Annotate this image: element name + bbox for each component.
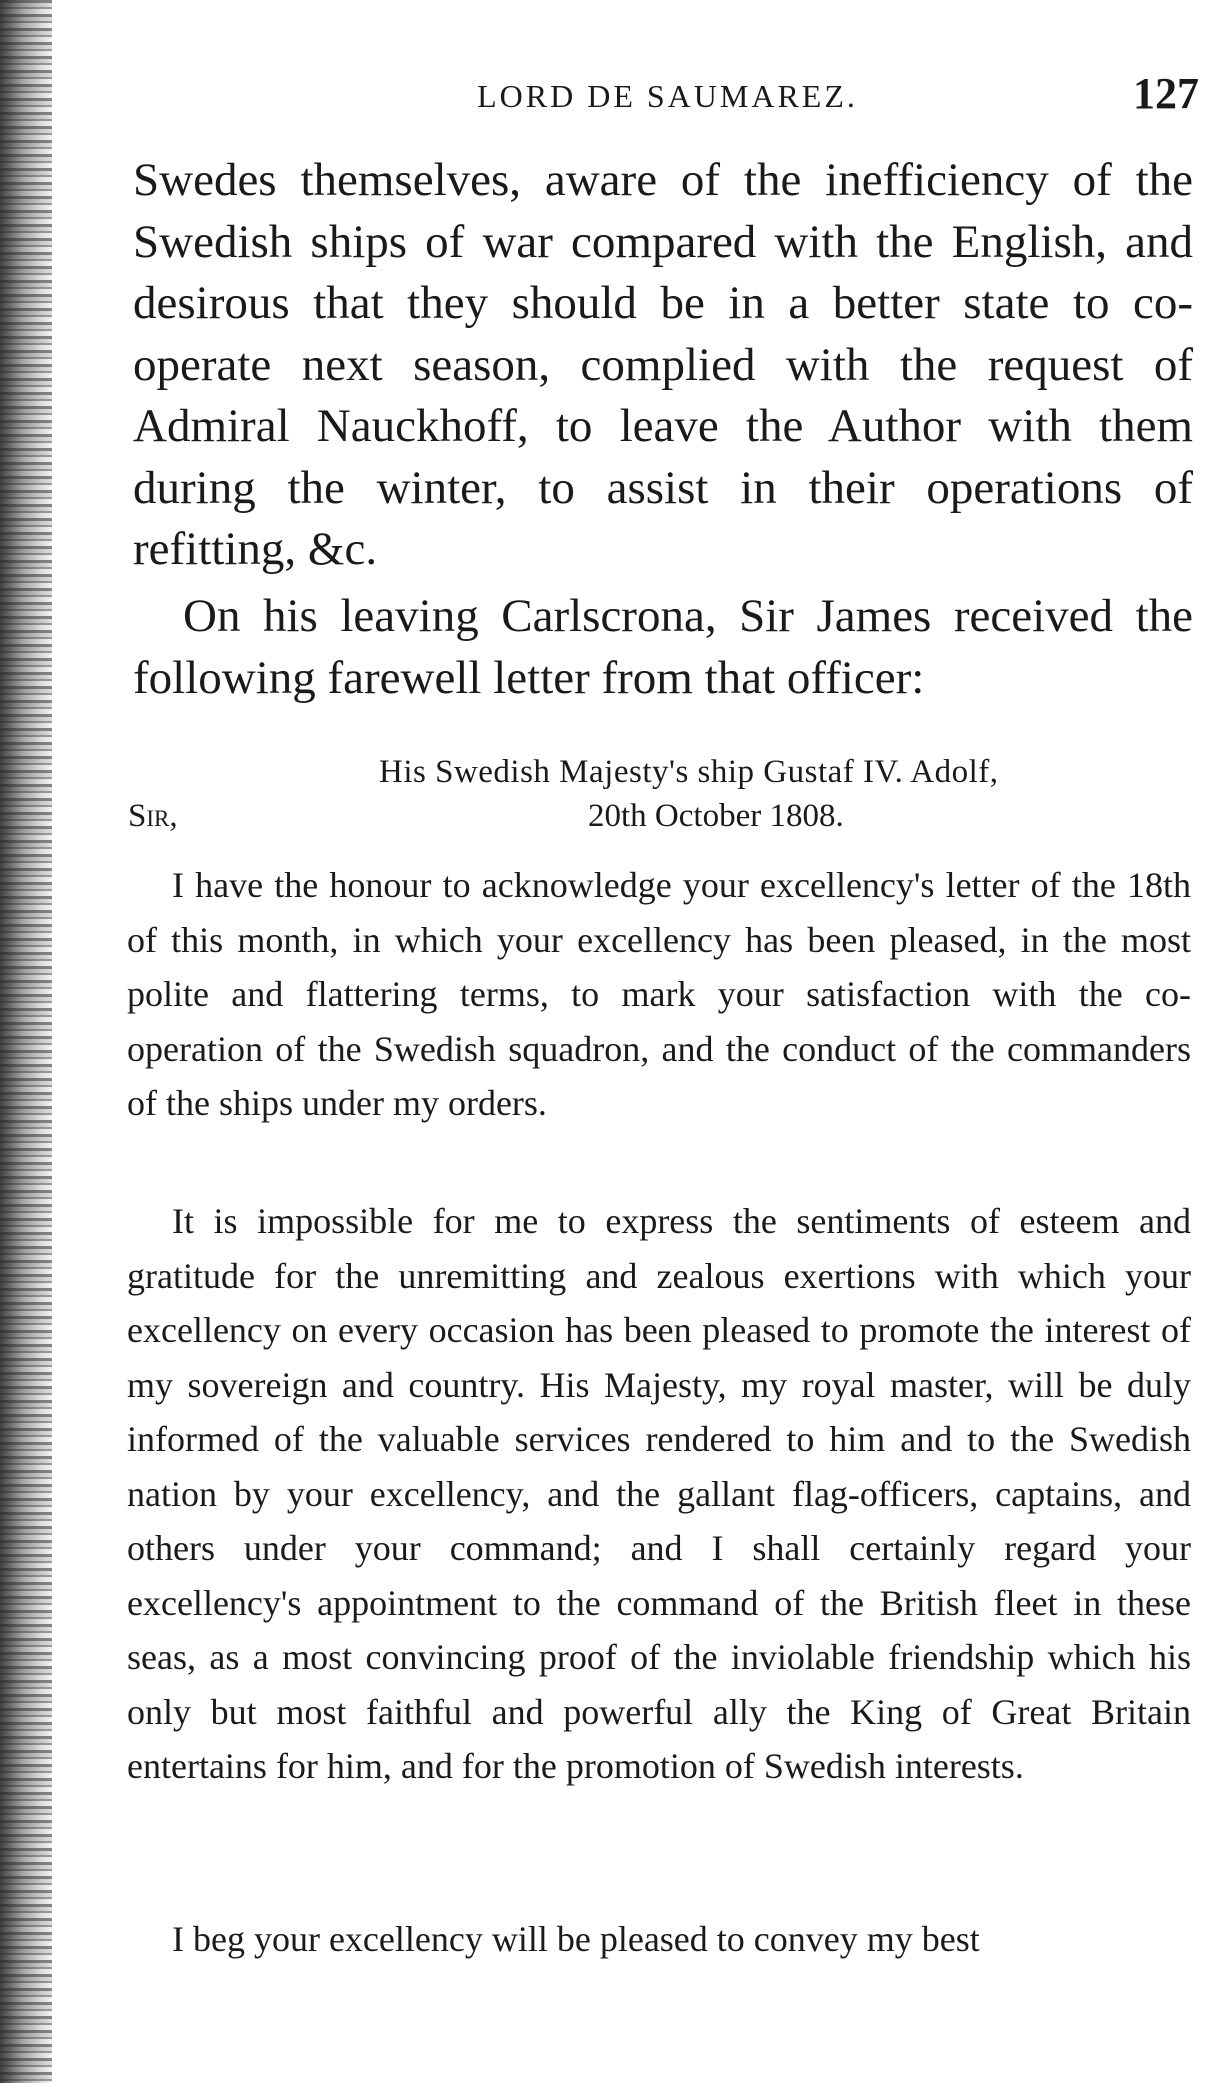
letter-heading-ship: His Swedish Majesty's ship Gustaf IV. Adolf, [379,754,999,790]
running-head-title: LORD DE SAUMAREZ. [477,78,858,114]
body-paragraph-2 [133,586,1193,709]
letter-paragraph-text: It is impossible for me to express the sentiments of esteem and gratitude for the unremitting and zealous exertions with which your excellency on every occasion has been pleased to promote the interest of my sovereign and country. His Majesty, my royal master, will be duly informed of the valuable services rendered to him and to the Swedish nation by your excellency, and the gallant flag-officers, captains, and others under your command; and I shall certainly regard your excellency's appointment to the command of the British fleet in these seas, as a most convincing proof of the inviolable friendship which his only but most faithful and powerful ally the King of Great Britain entertains for him, and for the promotion of Swedish interests. [127,1201,1191,1786]
letter-paragraph-1 [127,858,1191,1131]
paragraph-text: Swedes themselves, aware of the inefficiency of the Swedish ships of war compared with the English, and desirous that they should be in a better state to co-operate next season, complied with the request of Admiral Nauckhoff, to leave the Author with them during the winter, to assist in their operations of refitting, &c. [133,154,1193,575]
letter-paragraph-2 [127,1194,1191,1794]
page-number: 127 [1133,69,1199,118]
letter-paragraph-text: I have the honour to acknowledge your excellency's letter of the 18th of this month, in which your excellency has been pleased, in the most polite and flattering terms, to mark your satisfaction with the co-operation of the Swedish squadron, and the conduct of the commanders of the ships under my orders. [127,865,1191,1123]
letter-salutation: Sir, [128,798,178,834]
body-paragraph-1 [133,150,1193,581]
letter-paragraph-text: I beg your excellency will be pleased to convey my best [172,1919,980,1959]
paragraph-text: On his leaving Carlscrona, Sir James received the following farewell letter from that officer: [133,590,1193,704]
letter-paragraph-3 [127,1912,1191,1967]
letter-heading-date: 20th October 1808. [588,798,844,834]
running-head [130,68,1205,128]
